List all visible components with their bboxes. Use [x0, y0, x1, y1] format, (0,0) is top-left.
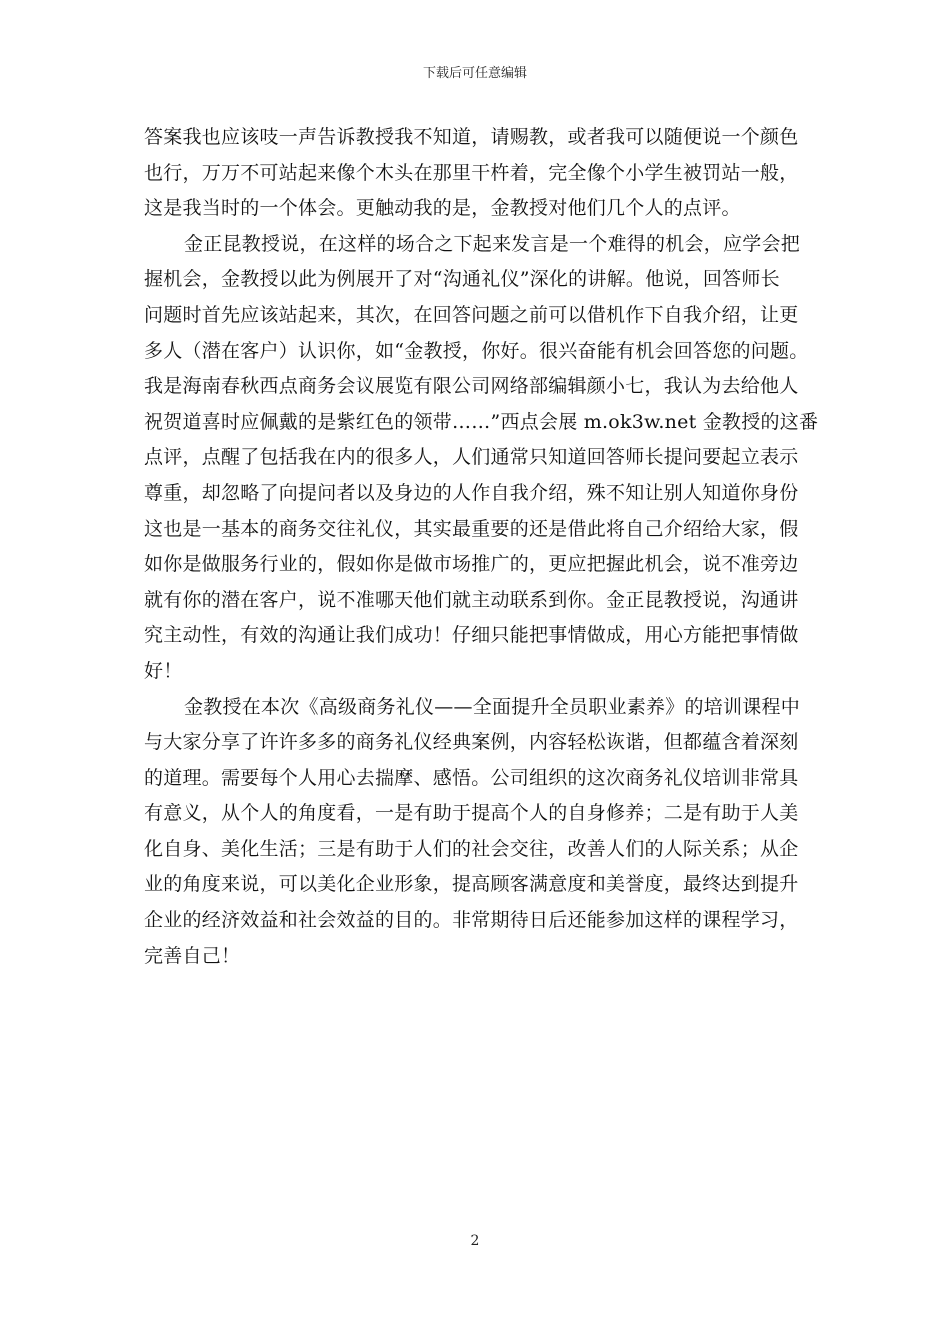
text-line: 化自身、美化生活；三是有助于人们的社会交往，改善人们的人际关系；从企: [144, 837, 799, 860]
text-line: 就有你的潜在客户，说不准哪天他们就主动联系到你。金正昆教授说，沟通讲: [144, 588, 799, 611]
text-line: 完善自己！: [144, 944, 241, 967]
text-line: 我是海南春秋西点商务会议展览有限公司网络部编辑颜小七，我认为去给他人: [144, 375, 799, 398]
text-line: 与大家分享了许许多多的商务礼仪经典案例，内容轻松诙谐，但都蕴含着深刻: [144, 731, 799, 754]
text-line: 尊重，却忽略了向提问者以及身边的人作自我介绍，殊不知让别人知道你身份: [144, 481, 799, 504]
text-line: 企业的经济效益和社会效益的目的。非常期待日后还能参加这样的课程学习，: [144, 909, 799, 932]
paragraph-start-line: 金正昆教授说，在这样的场合之下起来发言是一个难得的机会，应学会把: [184, 232, 801, 255]
text-line: 的道理。需要每个人用心去揣摩、感悟。公司组织的这次商务礼仪培训非常具: [144, 766, 799, 789]
text-line: 点评，点醒了包括我在内的很多人，人们通常只知道回答师长提问要起立表示: [144, 446, 799, 469]
page-number: 2: [470, 1233, 480, 1249]
text-line: 这是我当时的一个体会。更触动我的是，金教授对他们几个人的点评。: [144, 197, 741, 220]
text-line: 问题时首先应该站起来，其次，在回答问题之前可以借机作下自我介绍，让更: [144, 303, 799, 326]
text-line: 究主动性，有效的沟通让我们成功！仔细只能把事情做成，用心方能把事情做: [144, 624, 799, 647]
text-line: 如你是做服务行业的，假如你是做市场推广的，更应把握此机会，说不准旁边: [144, 553, 799, 576]
document-body: [144, 120, 819, 974]
text-line: 好！: [144, 659, 183, 682]
text-line: 多人（潜在客户）认识你，如“金教授，你好。很兴奋能有机会回答您的问题。: [144, 339, 809, 362]
text-line: 握机会，金教授以此为例展开了对“沟通礼仪”深化的讲解。他说，回答师长: [144, 268, 780, 291]
page-header: 下载后可任意编辑: [422, 66, 527, 81]
text-line: 答案我也应该吱一声告诉教授我不知道，请赐教，或者我可以随便说一个颜色: [144, 126, 799, 148]
text-line: 这也是一基本的商务交往礼仪，其实最重要的还是借此将自己介绍给大家，假: [144, 517, 799, 540]
text-line: 祝贺道喜时应佩戴的是紫红色的领带……”西点会展 m.ok3w.net 金教授的这番: [144, 410, 819, 433]
text-line: 有意义，从个人的角度看，一是有助于提高个人的自身修养；二是有助于人美: [144, 802, 799, 825]
text-line: 也行，万万不可站起来像个木头在那里干杵着，完全像个小学生被罚站一般，: [144, 161, 799, 184]
paragraph-start-line: 金教授在本次《高级商务礼仪——全面提升全员职业素养》的培训课程中: [184, 695, 801, 718]
text-line: 业的角度来说，可以美化企业形象，提高顾客满意度和美誉度，最终达到提升: [144, 873, 799, 896]
